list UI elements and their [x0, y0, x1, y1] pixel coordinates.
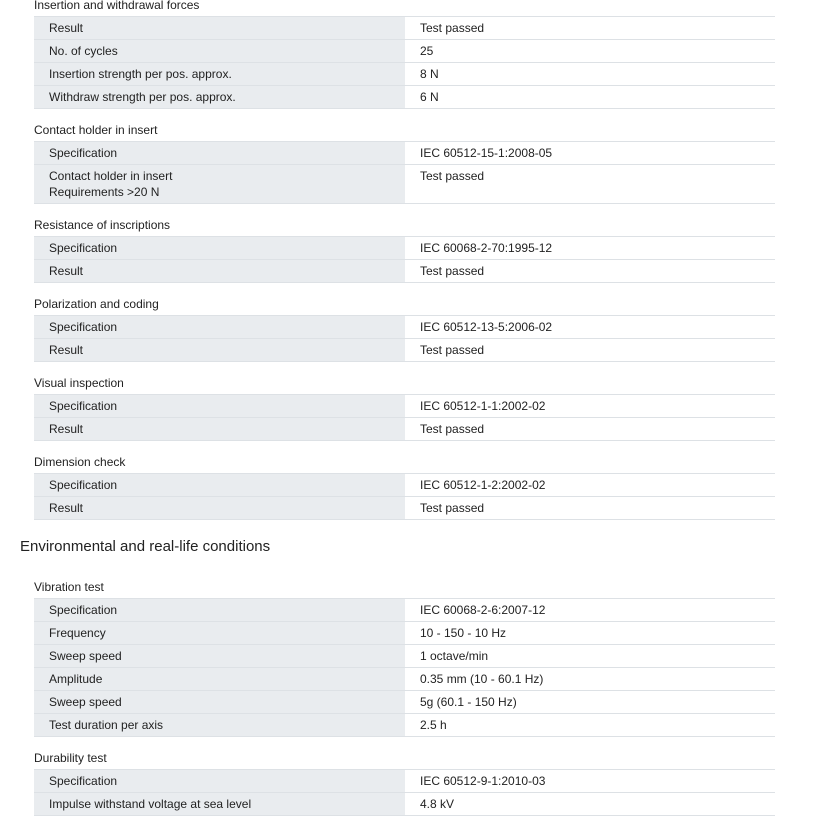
row-value: IEC 60068-2-6:2007-12: [405, 599, 775, 622]
group-title: Visual inspection: [34, 376, 124, 390]
table-row: [34, 645, 775, 668]
spec-table: [34, 236, 775, 283]
row-label: Specification: [34, 237, 405, 260]
table-row: [34, 474, 775, 497]
row-value: 2.5 h: [405, 714, 775, 737]
row-label: Result: [34, 418, 405, 441]
row-value: 10 - 150 - 10 Hz: [405, 622, 775, 645]
section-title: Environmental and real-life conditions: [20, 538, 271, 555]
spec-table: [34, 141, 775, 204]
row-value: IEC 60512-1-2:2002-02: [405, 474, 775, 497]
row-value: 4.8 kV: [405, 793, 775, 816]
row-label: Sweep speed: [34, 645, 405, 668]
table-row: [34, 17, 775, 40]
group-title: Insertion and withdrawal forces: [34, 0, 200, 12]
row-label: Impulse withstand voltage at sea level: [34, 793, 405, 816]
group-title: Vibration test: [34, 580, 104, 594]
row-value: IEC 60512-9-1:2010-03: [405, 770, 775, 793]
row-label: Amplitude: [34, 668, 405, 691]
table-row: [34, 714, 775, 737]
row-value: IEC 60068-2-70:1995-12: [405, 237, 775, 260]
row-value: 5g (60.1 - 150 Hz): [405, 691, 775, 714]
table-row: [34, 316, 775, 339]
row-label: Result: [34, 260, 405, 283]
group-title: Contact holder in insert: [34, 123, 158, 137]
row-value: IEC 60512-1-1:2002-02: [405, 395, 775, 418]
test-groups-environmental: [0, 566, 830, 816]
row-label: Specification: [34, 474, 405, 497]
row-value: Test passed: [405, 165, 775, 204]
spec-table: [34, 394, 775, 441]
row-value: Test passed: [405, 418, 775, 441]
row-value: Test passed: [405, 497, 775, 520]
row-label: Result: [34, 17, 405, 40]
table-row: [34, 339, 775, 362]
row-value: 1 octave/min: [405, 645, 775, 668]
table-row: [34, 622, 775, 645]
table-row: [34, 599, 775, 622]
table-row: [34, 418, 775, 441]
row-label: Contact holder in insert Requirements >20 N: [34, 165, 405, 204]
group-title: Dimension check: [34, 455, 126, 469]
row-value: Test passed: [405, 339, 775, 362]
row-label: Result: [34, 339, 405, 362]
row-label: Withdraw strength per pos. approx.: [34, 86, 405, 109]
row-label: Test duration per axis: [34, 714, 405, 737]
group-title: Polarization and coding: [34, 297, 159, 311]
spec-table: [34, 598, 775, 737]
table-row: [34, 260, 775, 283]
table-row: [34, 86, 775, 109]
spec-table: [34, 473, 775, 520]
table-row: [34, 40, 775, 63]
table-row: [34, 142, 775, 165]
row-label: Specification: [34, 142, 405, 165]
row-value: Test passed: [405, 17, 775, 40]
row-label: No. of cycles: [34, 40, 405, 63]
row-label: Result: [34, 497, 405, 520]
row-value: Test passed: [405, 260, 775, 283]
row-label: Specification: [34, 316, 405, 339]
spec-table: [34, 769, 775, 816]
row-label: Frequency: [34, 622, 405, 645]
row-label: Specification: [34, 770, 405, 793]
row-label: Specification: [34, 395, 405, 418]
group-title: Resistance of inscriptions: [34, 218, 171, 232]
table-row: [34, 165, 775, 204]
row-value: 0.35 mm (10 - 60.1 Hz): [405, 668, 775, 691]
table-row: [34, 63, 775, 86]
table-row: [34, 668, 775, 691]
spec-table: [34, 16, 775, 109]
table-row: [34, 770, 775, 793]
group-title: Durability test: [34, 751, 107, 765]
table-row: [34, 691, 775, 714]
row-value: 8 N: [405, 63, 775, 86]
table-row: [34, 497, 775, 520]
spec-table: [34, 315, 775, 362]
row-value: 25: [405, 40, 775, 63]
row-label: Specification: [34, 599, 405, 622]
row-label: Sweep speed: [34, 691, 405, 714]
row-label: Insertion strength per pos. approx.: [34, 63, 405, 86]
row-value: 6 N: [405, 86, 775, 109]
table-row: [34, 395, 775, 418]
row-value: IEC 60512-15-1:2008-05: [405, 142, 775, 165]
table-row: [34, 237, 775, 260]
row-value: IEC 60512-13-5:2006-02: [405, 316, 775, 339]
